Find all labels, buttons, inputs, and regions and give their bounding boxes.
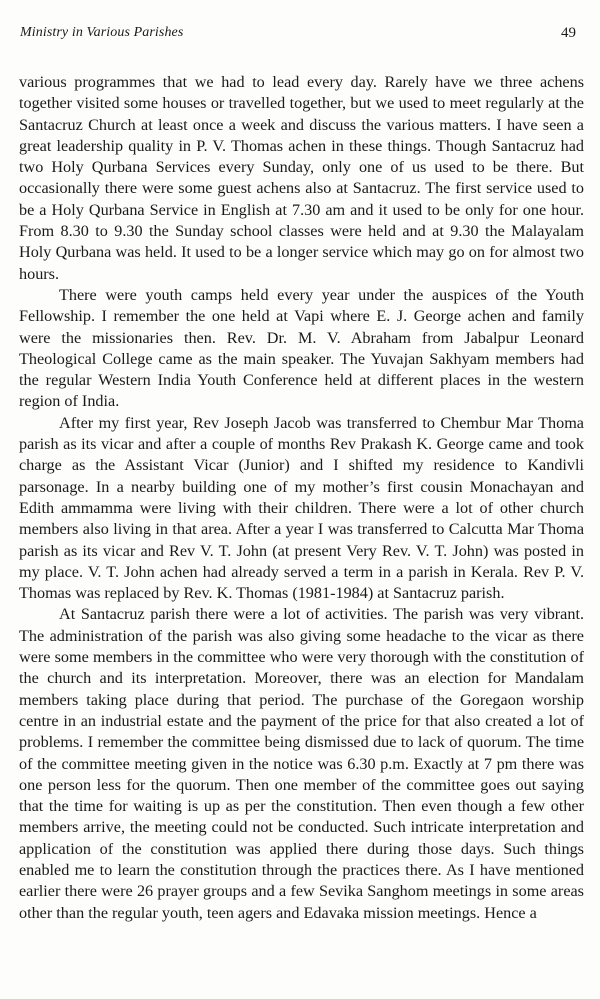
paragraph-3: After my first year, Rev Joseph Jacob was transferred to Chembur Mar Thoma parish as its vicar and after a couple of months Rev Prakash K. George came and took charge as the Assistant Vicar (Junior) and I shifted my residence to Kandivli parsonage. In a nearby building one of my mother’s first cousin Monachayan and Edith ammamma were living with their children. There were a lot of other church members also living in that area. After a year I was transferred to Calcutta Mar Thoma parish as its vicar and Rev V. T. John (at present Very Rev. V. T. John) was posted in my place. V. T. John achen had already served a term in a parish in Kerala. Rev P. V. Thomas was replaced by Rev. K. Thomas (1981-1984) at Santacruz parish. — [19, 413, 584, 603]
paragraph-4: At Santacruz parish there were a lot of activities. The parish was very vibrant. The administration of the parish was also giving some headache to the vicar as there were some members in the committee who were very thorough with the constitution of the church and its interpretation. Moreover, there was an election for Mandalam members taking place during that period. The purchase of the Goregaon worship centre in an industrial estate and the payment of the price for that also created a lot of problems. I remember the committee being dismissed due to lack of quorum. The time of the committee meeting given in the notice was 6.30 p.m. Exactly at 7 pm there was one person less for the quorum. Then one member of the committee goes out saying that the time for waiting is up as per the constitution. Then even though a few other members arrive, the meeting could not be conducted. Such intricate interpretation and application of the constitution was applied there during those days. Such things enabled me to learn the constitution through the practices there. As I have mentioned earlier there were 26 prayer groups and a few Sevika Sanghom meetings in some areas other than the regular youth, teen agers and Edavaka mission meetings. Hence a — [19, 605, 584, 922]
page-number: 49 — [561, 25, 576, 41]
running-header — [20, 25, 576, 45]
body-text — [19, 72, 584, 924]
running-title: Ministry in Various Parishes — [20, 25, 184, 40]
paragraph-2: There were youth camps held every year under the auspices of the Youth Fellowship. I remember the one held at Vapi where E. J. George achen and family were the missionaries then. Rev. Dr. M. V. Abraham from Jabalpur Leonard Theological College came as the main speaker. The Yuvajan Sakhyam members had the regular Western India Youth Conference held at different places in the western region of India. — [19, 285, 584, 411]
paragraph-1: various programmes that we had to lead every day. Rarely have we three achens together visited some houses or travelled together, but we used to meet regularly at the Santacruz Church at least once a week and discuss the various matters. I have seen a great leadership quality in P. V. Thomas achen in these things. Though Santacruz had two Holy Qurbana Services every Sunday, only one of us used to be there. But occasionally there were some guest achens also at Santacruz. The first service used to be a Holy Qurbana Service in English at 7.30 am and it used to be only for one hour. From 8.30 to 9.30 the Sunday school classes were held and at 9.30 the Malayalam Holy Qurbana was held. It used to be a longer service which may go on for almost two hours. — [19, 73, 584, 283]
